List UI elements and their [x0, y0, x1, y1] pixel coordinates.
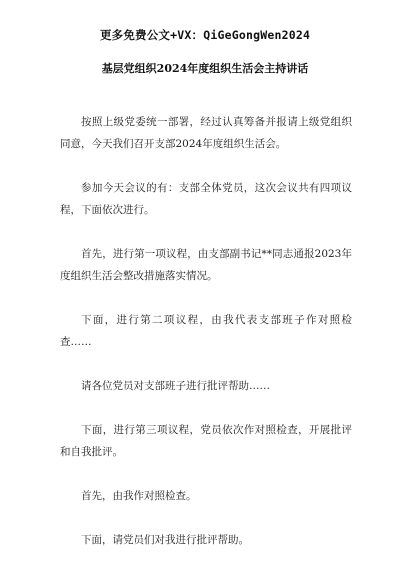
document-title: 基层党组织2024年度组织生活会主持讲话 [101, 62, 309, 75]
paragraph: 下面，进行第二项议程，由我代表支部班子作对照检查…… [60, 314, 352, 348]
paragraph: 下面，进行第三项议程，党员依次作对照检查，开展批评和自我批评。 [60, 424, 352, 458]
paragraph: 参加今天会议的有：支部全体党员，这次会议共有四项议程，下面依次进行。 [60, 182, 352, 216]
paragraph: 请各位党员对支部班子进行批评帮助…… [81, 380, 270, 392]
document-body [60, 111, 352, 551]
paragraph: 首先，进行第一项议程，由支部副书记**同志通报2023年度组织生活会整改措施落实情况。 [60, 248, 352, 282]
promo-banner: 更多免费公文+VX：QiGeGongWen2024 [99, 28, 311, 42]
paragraph: 首先，由我作对照检查。 [81, 490, 197, 502]
paragraph: 按照上级党委统一部署，经过认真筹备并报请上级党组织同意，今天我们召开支部2024年度组织生活会。 [60, 116, 352, 150]
paragraph: 下面，请党员们对我进行批评帮助。 [81, 534, 249, 546]
